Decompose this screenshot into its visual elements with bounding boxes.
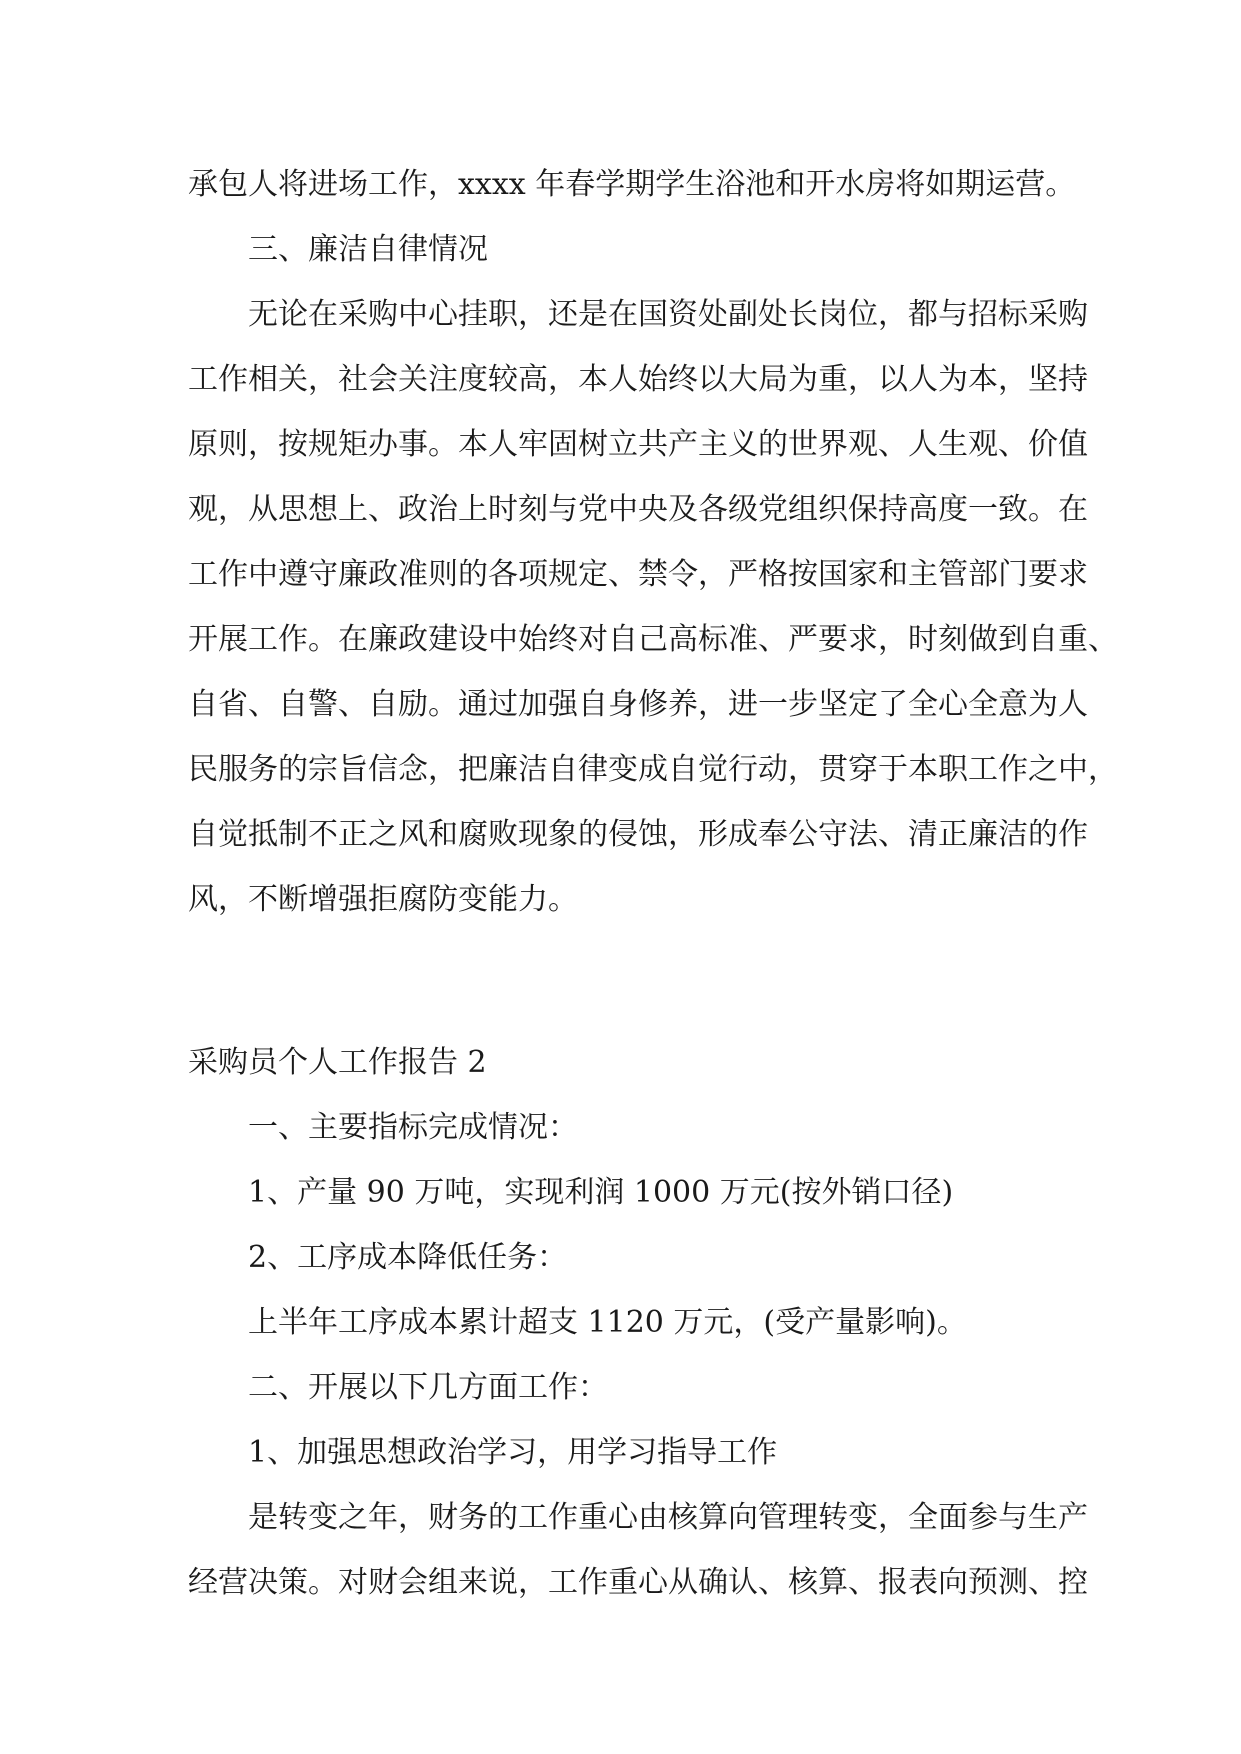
text-line: 三、廉洁自律情况 bbox=[248, 232, 488, 267]
text-line: 承包人将进场工作，xxxx 年春学期学生浴池和开水房将如期运营。 bbox=[188, 167, 1076, 202]
text-line: 1、加强思想政治学习，用学习指导工作 bbox=[248, 1435, 778, 1470]
text-line: 上半年工序成本累计超支 1120 万元，(受产量影响)。 bbox=[248, 1305, 967, 1340]
text-line: 原则，按规矩办事。本人牢固树立共产主义的世界观、人生观、价值 bbox=[188, 427, 1088, 462]
text-line: 是转变之年，财务的工作重心由核算向管理转变，全面参与生产 bbox=[248, 1500, 1088, 1535]
text-line: 开展工作。在廉政建设中始终对自己高标准、严要求，时刻做到自重、 bbox=[188, 622, 1118, 657]
text-line: 经营决策。对财会组来说，工作重心从确认、核算、报表向预测、控 bbox=[188, 1565, 1088, 1600]
text-line: 自觉抵制不正之风和腐败现象的侵蚀，形成奉公守法、清正廉洁的作 bbox=[188, 817, 1088, 852]
text-line: 观，从思想上、政治上时刻与党中央及各级党组织保持高度一致。在 bbox=[188, 492, 1088, 527]
text-line: 风，不断增强拒腐防变能力。 bbox=[188, 882, 578, 917]
text-line: 一、主要指标完成情况： bbox=[248, 1110, 578, 1145]
text-line: 自省、自警、自励。通过加强自身修养，进一步坚定了全心全意为人 bbox=[188, 687, 1088, 722]
text-line: 无论在采购中心挂职，还是在国资处副处长岗位，都与招标采购 bbox=[248, 297, 1088, 332]
text-line: 工作中遵守廉政准则的各项规定、禁令，严格按国家和主管部门要求 bbox=[188, 557, 1088, 592]
text-line: 二、开展以下几方面工作： bbox=[248, 1370, 608, 1405]
document-page bbox=[188, 152, 1118, 1615]
section-gap bbox=[188, 948, 1060, 1014]
text-line: 1、产量 90 万吨，实现利润 1000 万元(按外销口径) bbox=[248, 1175, 954, 1210]
text-line: 采购员个人工作报告 2 bbox=[188, 1045, 487, 1080]
text-line: 2、工序成本降低任务： bbox=[248, 1240, 568, 1275]
text-line: 工作相关，社会关注度较高，本人始终以大局为重，以人为本，坚持 bbox=[188, 362, 1088, 397]
text-line: 民服务的宗旨信念，把廉洁自律变成自觉行动，贯穿于本职工作之中， bbox=[188, 752, 1118, 787]
